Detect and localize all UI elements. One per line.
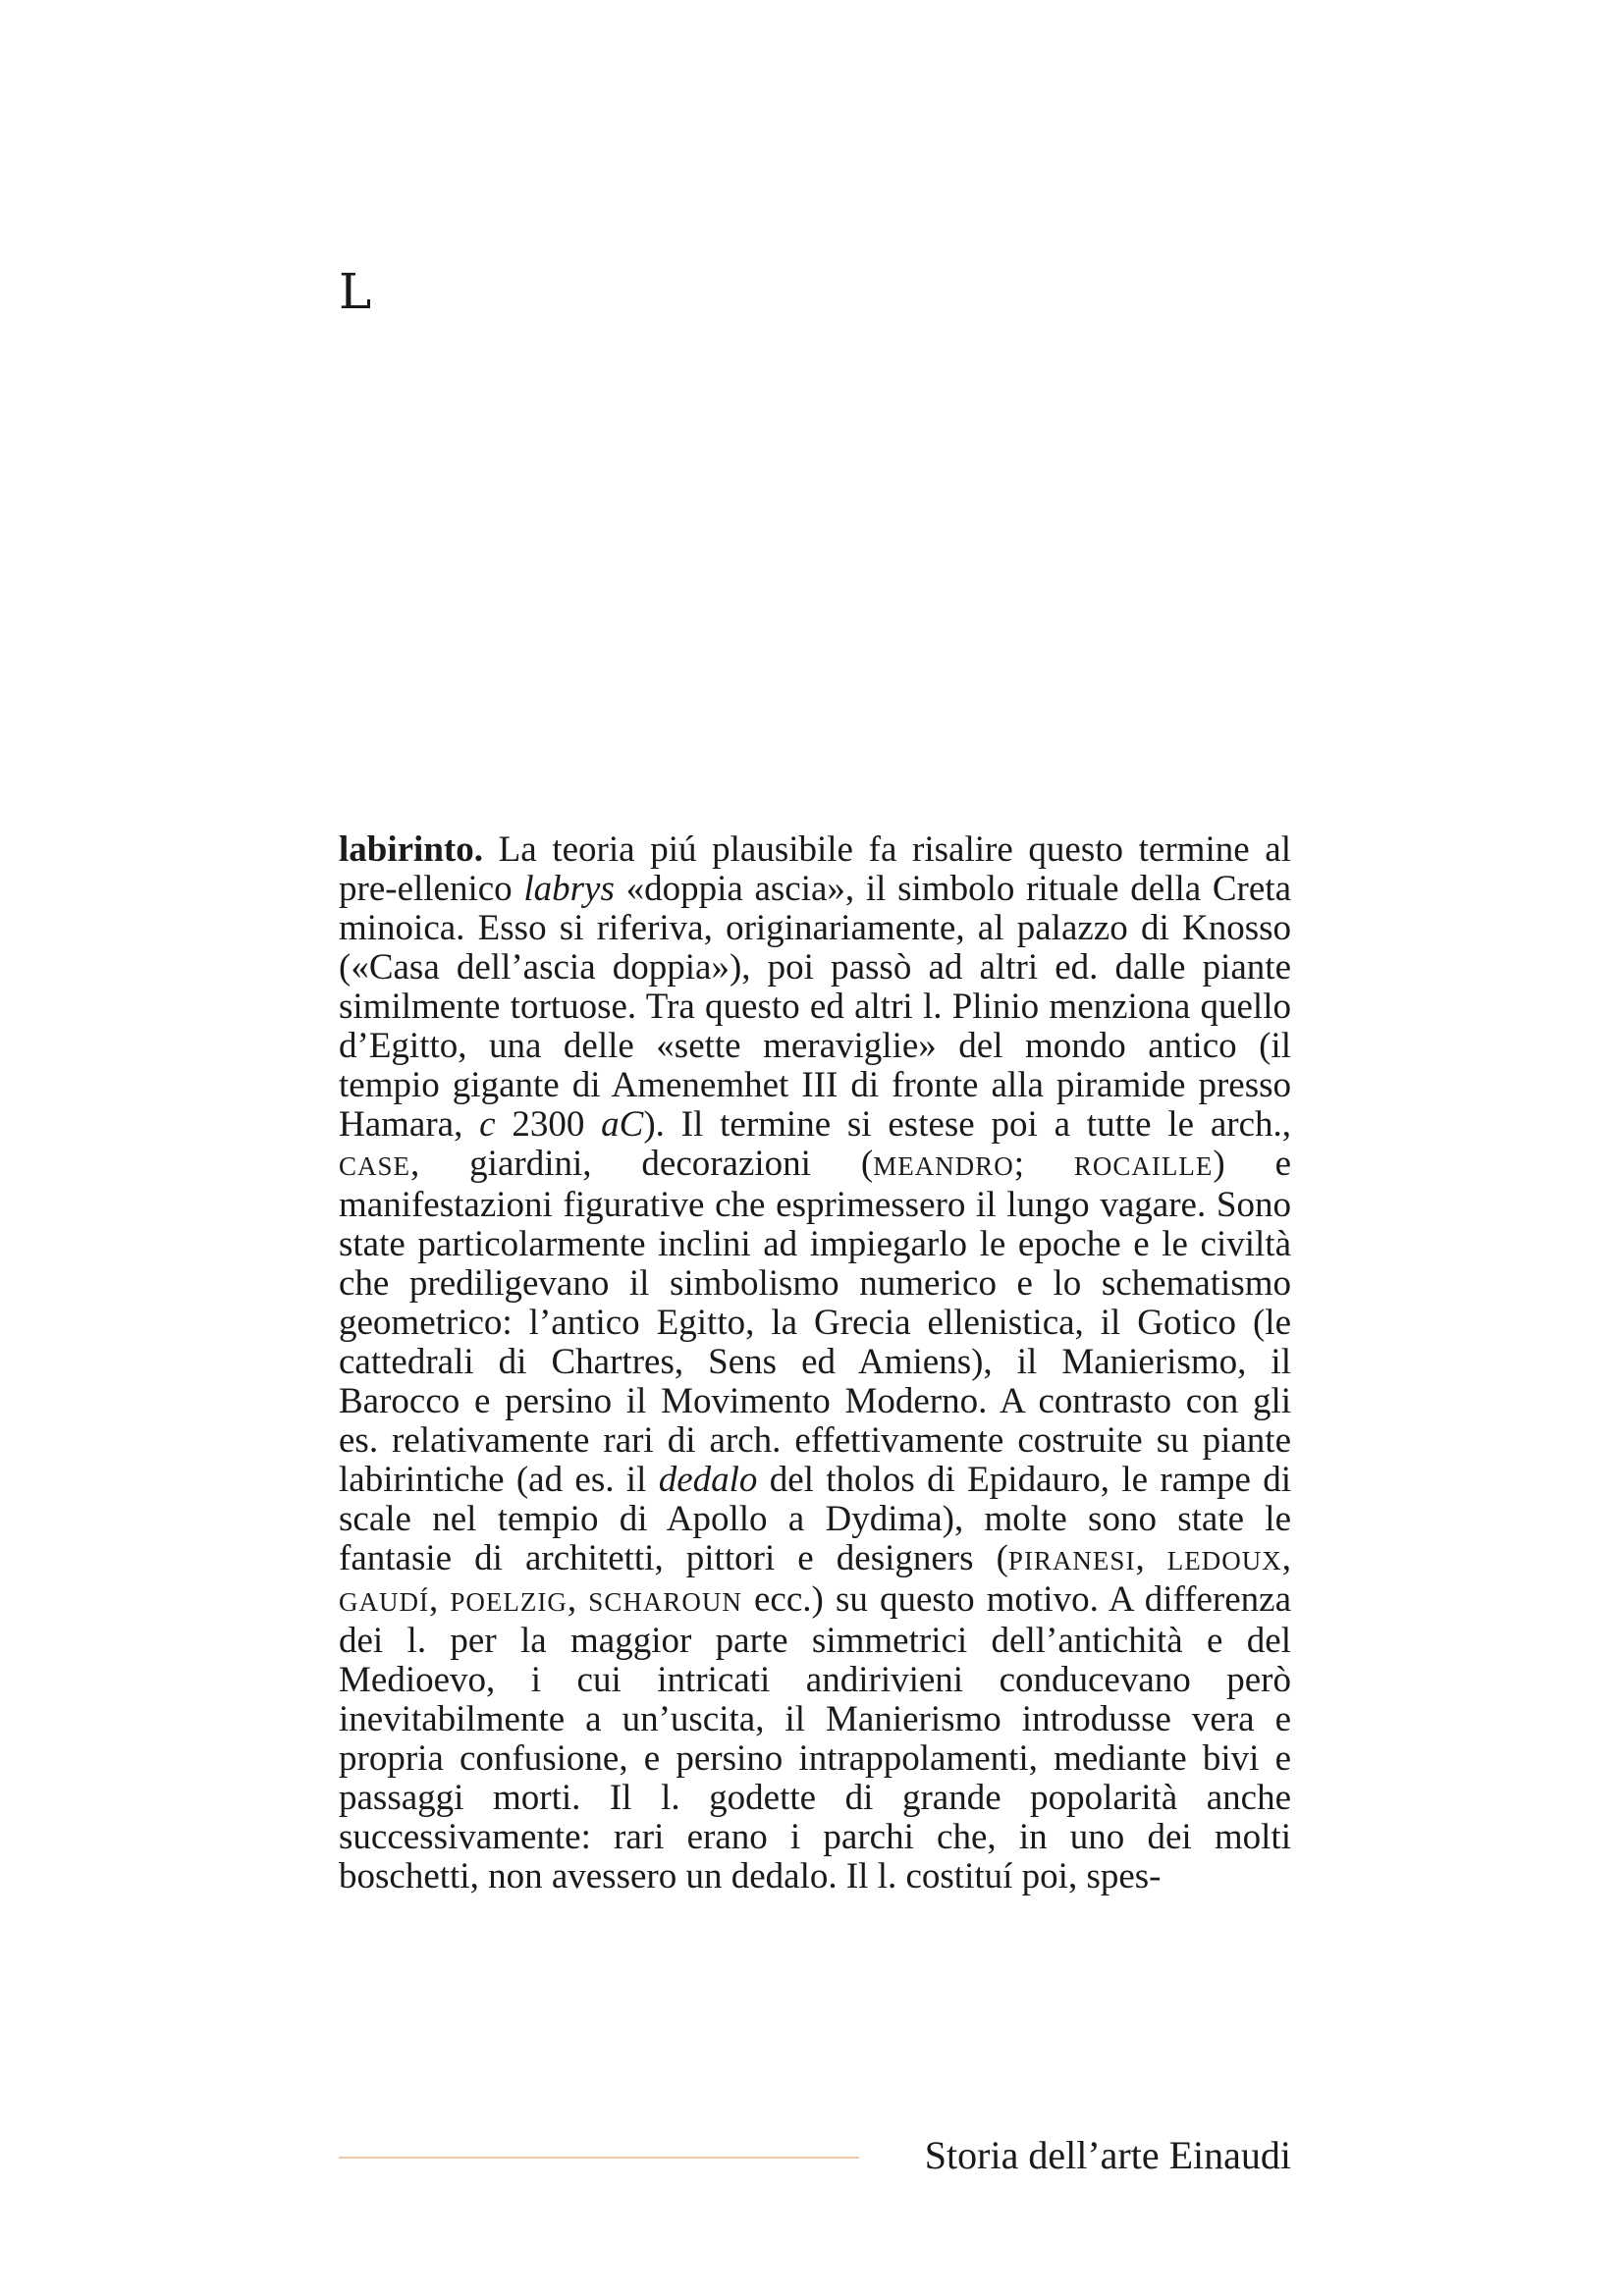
entry-italic-term: c xyxy=(479,1104,496,1145)
entry-text: , xyxy=(1281,1538,1291,1578)
section-letter: L xyxy=(339,263,372,320)
entry-italic-term: dedalo xyxy=(658,1460,758,1500)
footer-rule xyxy=(339,2157,859,2159)
entry-italic-term: aC xyxy=(601,1104,644,1145)
entry-text: , giardini, decorazioni ( xyxy=(410,1144,874,1184)
entry-text: del tholos di Epidauro, le rampe di scale nel tempio di Apollo a Dydima), molte sono state le fantasie di architetti, pittori e designers ( xyxy=(339,1460,1291,1578)
entry-text: «doppia ascia», il simbolo rituale della Creta minoica. Esso si riferiva, originariamente, al palazzo di Knosso («Casa dell’ascia doppia»), poi passò ad altri ed. dalle piante similmente tortuose. Tra questo ed altri l. Plinio menziona quello d’Egitto, una delle «sette meraviglie» del mondo antico (il tempio gigante di Amenemhet III di fronte alla piramide presso Hamara, xyxy=(339,869,1291,1145)
entry-italic-term: labrys xyxy=(523,869,615,909)
entry-lemma: labirinto. xyxy=(339,829,483,870)
cross-reference[interactable]: POELZIG xyxy=(450,1587,568,1617)
entry-text: , xyxy=(567,1579,589,1620)
entry-text: ) e manifestazioni figurative che esprimessero il lungo vagare. Sono state particolarmente inclini ad impiegarlo le epoche e le civiltà che prediligevano il simbolismo numerico e lo schematismo geometrico: l’antico Egitto, la Grecia ellenistica, il Gotico (le cattedrali di Chartres, Sens ed Amiens), il Manierismo, il Barocco e persino il Movimento Moderno. A contrasto con gli es. relativamente rari di arch. effettivamente costruite su piante labirintiche (ad es. il xyxy=(339,1144,1291,1500)
cross-reference[interactable]: CASE xyxy=(339,1151,411,1181)
entry-text: ; xyxy=(1013,1144,1074,1184)
cross-reference[interactable]: GAUDÍ xyxy=(339,1587,429,1617)
cross-reference[interactable]: PIRANESI xyxy=(1007,1546,1136,1575)
entry-text: ecc.) su questo motivo. A differenza dei l. per la maggior parte simmetrici dell’antichità e del Medioevo, i cui intricati andirivieni conducevano però inevitabilmente a un’uscita, il Manierismo introdusse vera e propria confusione, e persino intrappolamenti, mediante bivi e passaggi morti. Il l. godette di grande popolarità anche successivamente: rari erano i parchi che, in uno dei molti boschetti, non avessero un dedalo. Il l. costituí poi, spes- xyxy=(339,1579,1292,1896)
entry-text: La teoria piú plausibile fa risalire questo termine al pre-ellenico xyxy=(339,829,1291,909)
cross-reference[interactable]: SCHAROUN xyxy=(588,1587,742,1617)
entry-text: ). Il termine si estese poi a tutte le arch., xyxy=(643,1104,1292,1145)
entry-text: , xyxy=(429,1579,451,1620)
footer-title: Storia dell’arte Einaudi xyxy=(924,2133,1291,2177)
entry-text: 2300 xyxy=(495,1104,602,1145)
entry-text: , xyxy=(1135,1538,1167,1578)
cross-reference[interactable]: ROCAILLE xyxy=(1073,1151,1214,1181)
cross-reference[interactable]: LEDOUX xyxy=(1166,1546,1282,1575)
dictionary-entry xyxy=(339,830,1291,1896)
cross-reference[interactable]: MEANDRO xyxy=(873,1151,1014,1181)
